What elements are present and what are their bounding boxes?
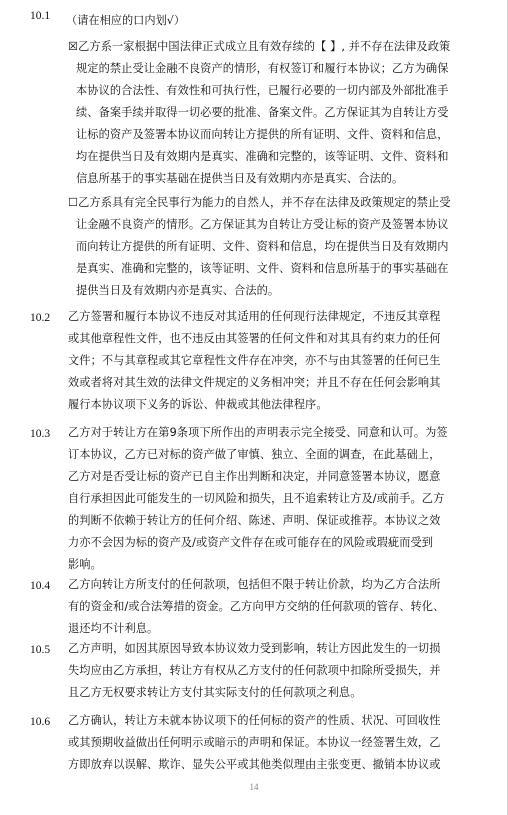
text-line: 乙方对是否受让标的资产已自主作出判断和决定，并同意签署本协议，愿意 xyxy=(68,470,441,483)
text-line: 有的资金和/或合法筹措的资金。乙方向甲方交纳的任何款项的管存、转化、 xyxy=(68,600,445,613)
clause-number-10-5: 10.5 xyxy=(30,644,51,656)
text-line: 退还均不计利息。 xyxy=(68,622,159,635)
text-line: 失均应由乙方承担，转让方有权从乙方支付的任何款项中扣除所受损失，并 xyxy=(68,664,441,677)
text-line: 乙方签署和履行本协议不违反对其适用的任何现行法律规定，不违反其章程 xyxy=(68,310,441,323)
clause-number-10-3: 10.3 xyxy=(30,428,51,440)
text-line: 而向转让方提供的所有证明、文件、资料和信息，均在提供当日及有效期内 xyxy=(76,240,449,253)
text-line: 规定的禁止受让金融不良资产的情形，有权签订和履行本协议；乙方为确保 xyxy=(76,62,449,75)
text-line: 信息所基于的事实基础在提供当日及有效期内亦是真实、合法的。 xyxy=(76,172,404,185)
clause-number-10-6: 10.6 xyxy=(30,716,51,728)
text-line: 乙方确认，转让方未就本协议项下的任何标的资产的性质、状况、可回收性 xyxy=(68,714,441,727)
text-line: ☒乙方系一家根据中国法律正式成立且有效存续的【 】, 并不存在法律及政策 xyxy=(68,40,451,53)
clause-10-1-option-b xyxy=(68,192,482,302)
text-line: 乙方对于转让方在第9条项下所作出的声明表示完全接受、同意和认可。为签 xyxy=(68,426,448,439)
text-line: 提供当日及有效期内亦是真实、合法的。 xyxy=(76,284,280,297)
text-line: 续、备案手续并取得一切必要的批准、备案文件。乙方保证其为自转让方受 xyxy=(76,106,449,119)
clause-10-5-text xyxy=(68,638,482,704)
text-line: 的判断不依赖于转让方的任何介绍、陈述、声明、保证或推荐。本协议之效 xyxy=(68,514,441,527)
text-line: 或其预期收益做出任何明示或暗示的声明和保证。本协议一经签署生效，乙 xyxy=(68,736,441,749)
text-line: 或其他章程性文件，也不违反由其签署的任何文件和对其具有约束力的任何 xyxy=(68,332,441,345)
clause-10-4-text xyxy=(68,574,482,640)
clause-10-1-option-a xyxy=(68,36,482,190)
clause-number-10-4: 10.4 xyxy=(30,580,51,592)
text-line: 影响。 xyxy=(68,558,102,571)
text-line: 是真实、准确和完整的，该等证明、文件、资料和信息所基于的事实基础在 xyxy=(76,262,449,275)
text-line: 自行承担因此可能发生的一切风险和损失，且不追索转让方及/或前手。乙方 xyxy=(68,492,445,505)
clause-instruction: （请在相应的口内划√） xyxy=(66,14,186,27)
clause-number-10-2: 10.2 xyxy=(30,312,51,324)
clause-10-6-text xyxy=(68,710,482,776)
text-line: 让标的资产及签署本协议而向转让方提供的所有证明、文件、资料和信息， xyxy=(76,128,449,141)
clause-10-3-text xyxy=(68,422,482,576)
text-line: 文件；不与其章程或其它章程性文件存在冲突，亦不与由其签署的任何已生 xyxy=(68,354,441,367)
text-line: 效或者将对其生效的法律文件规定的义务相冲突；并且不存在任何会影响其 xyxy=(68,376,441,389)
text-line: 订本协议，乙方已对标的资产做了审慎、独立、全面的调查，在此基础上， xyxy=(68,448,441,461)
clause-number-10-1: 10.1 xyxy=(30,10,51,22)
text-line: 本协议的合法性、有效性和可执行性，已履行必要的一切内部及外部批准手 xyxy=(76,84,449,97)
text-line: ☐乙方系具有完全民事行为能力的自然人，并不存在法律及政策规定的禁止受 xyxy=(68,196,451,209)
text-line: 方即放弃以误解、欺诈、显失公平或其他类似理由主张变更、撤销本协议或 xyxy=(68,758,441,771)
text-line: 力亦不会因为标的资产及/或资产文件存在或可能存在的风险或瑕疵而受到 xyxy=(68,536,434,549)
text-line: 且乙方无权要求转让方支付其实际支付的任何款项之利息。 xyxy=(68,686,362,699)
text-line: 履行本协议项下义务的诉讼、仲裁或其他法律程序。 xyxy=(68,398,328,411)
text-line: 乙方声明，如因其原因导致本协议效力受到影响，转让方因此发生的一切损 xyxy=(68,642,441,655)
text-line: 乙方向转让方所支付的任何款项，包括但不限于转让价款，均为乙方合法所 xyxy=(68,578,441,591)
text-line: 让金融不良资产的情形。乙方保证其为自转让方受让标的资产及签署本协议 xyxy=(76,218,449,231)
page-number: 14 xyxy=(249,782,259,792)
clause-10-2-text xyxy=(68,306,482,416)
text-line: 均在提供当日及有效期内是真实、准确和完整的，该等证明、文件、资料和 xyxy=(76,150,449,163)
